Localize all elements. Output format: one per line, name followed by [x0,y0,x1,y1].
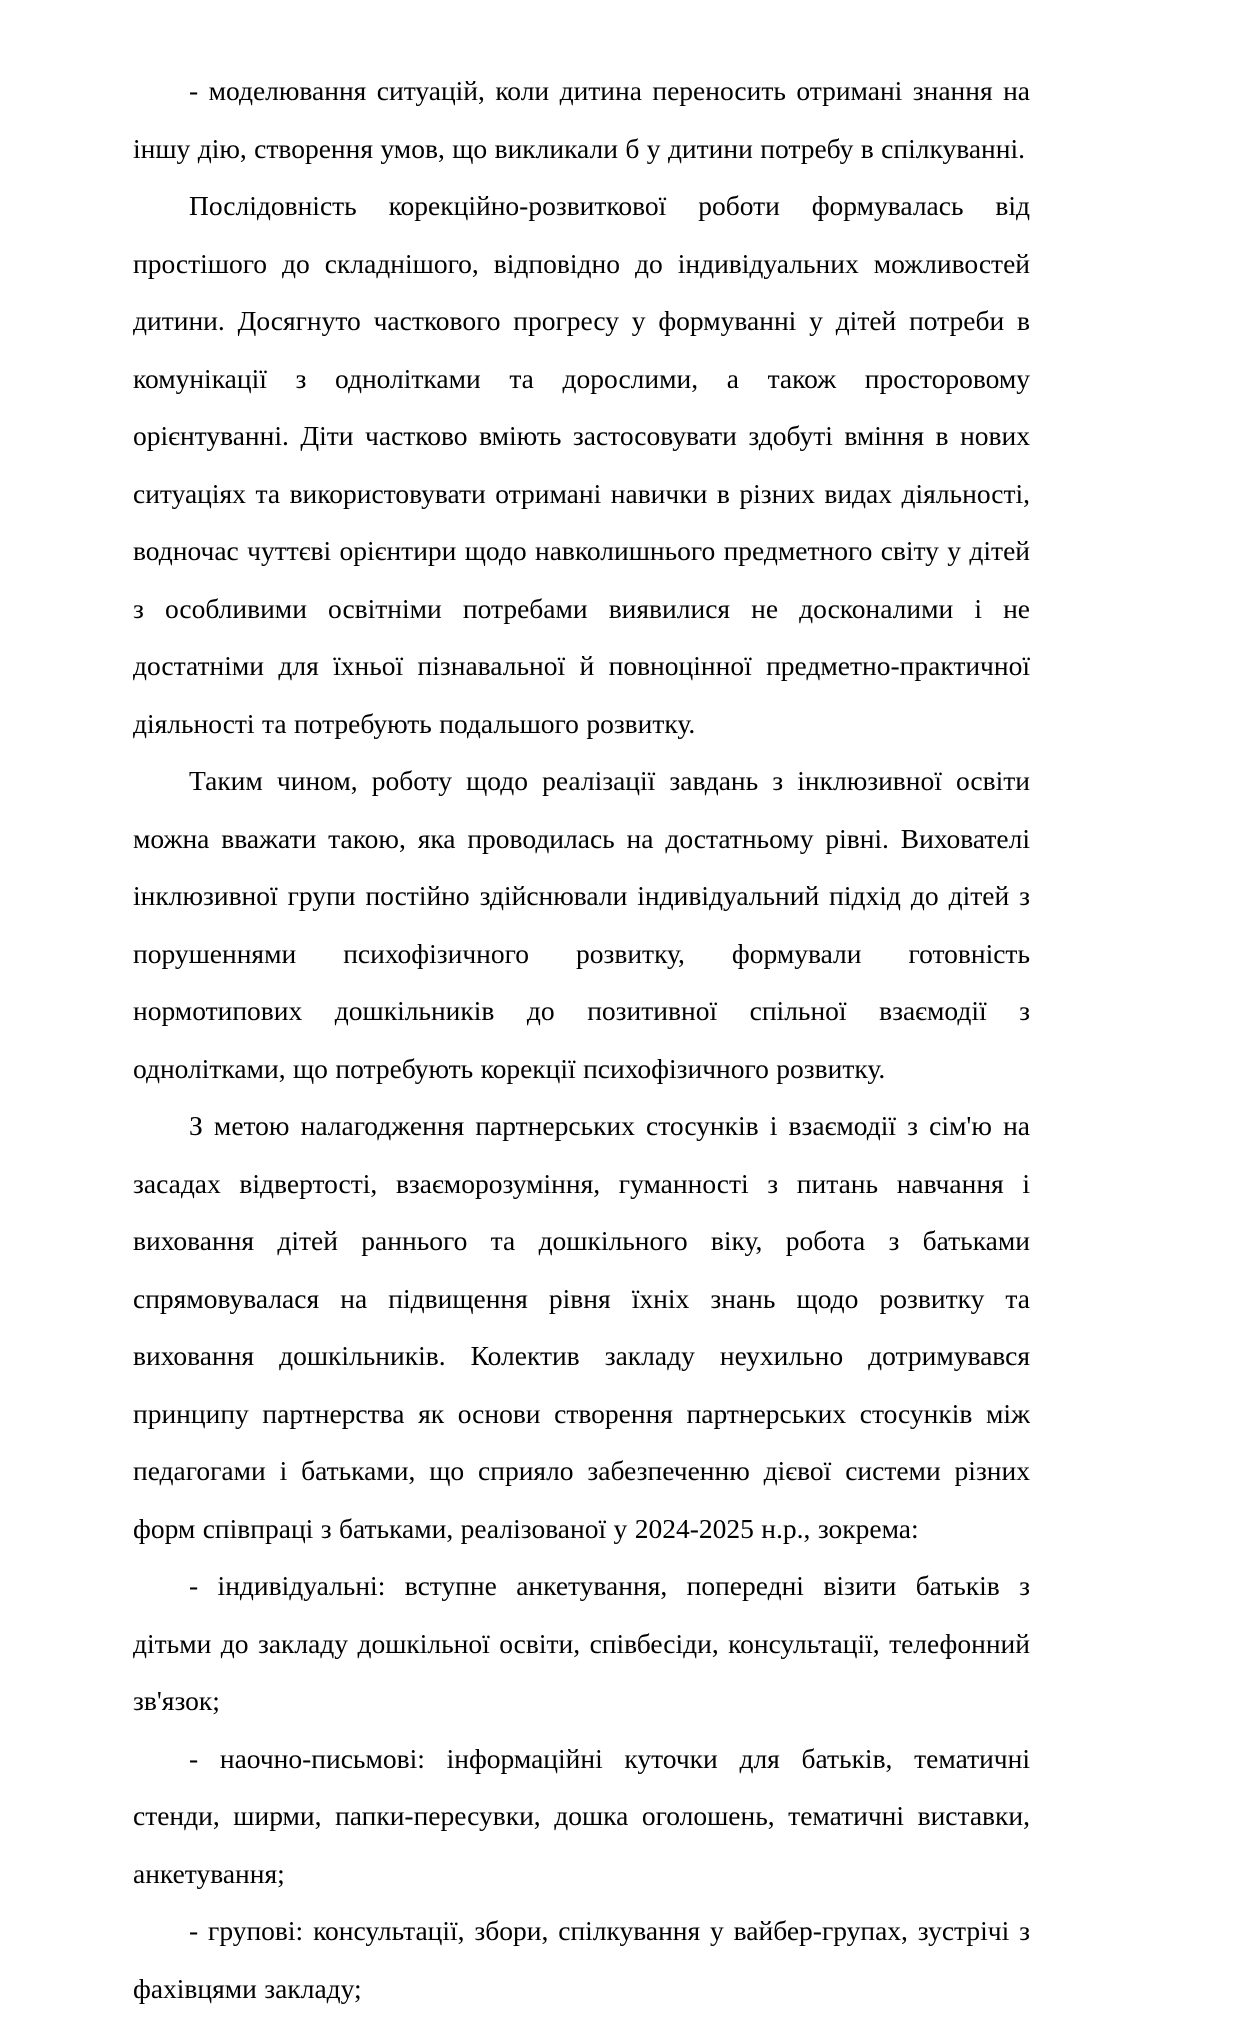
paragraph-correctional-work-sequence: Послідовність корекційно-розвиткової роботи формувалась від простішого до складнішого, відповідно до індивідуальних можливостей дитини. Досягнуто часткового прогресу у формуванні у дітей потреби в комунікації з однолітками та дорослими, а також просторовому орієнтуванні. Діти частково вміють застосовувати здобуті вміння в нових ситуаціях та використовувати отримані навички в різних видах діяльності, водночас чуттєві орієнтири щодо навколишнього предметного світу у дітей з особливими освітніми потребами виявилися не досконалими і не достатніми для їхньої пізнавальної й повноцінної предметно-практичної діяльності та потребують подальшого розвитку. [133,190,1030,739]
document-text-body [133,62,1030,2017]
paragraph-inclusive-education-conclusion: Таким чином, роботу щодо реалізації завдань з інклюзивної освіти можна вважати такою, яка проводилась на достатньому рівні. Вихователі інклюзивної групи постійно здійснювали індивідуальний підхід до дітей з порушеннями психофізичного розвитку, формували готовність нормотипових дошкільників до позитивної спільної взаємодії з однолітками, що потребують корекції психофізичного розвитку. [133,765,1030,1084]
paragraph-dash-group-forms: - групові: консультації, збори, спілкування у вайбер-групах, зустрічі з фахівцями закладу; [133,1915,1030,2004]
paragraph-dash-visual-written-forms: - наочно-письмові: інформаційні куточки для батьків, тематичні стенди, ширми, папки-пересувки, дошка оголошень, тематичні виставки, анкетування; [133,1742,1030,1889]
paragraph-dash-individual-forms: - індивідуальні: вступне анкетування, попередні візити батьків з дітьми до закладу дошкільної освіти, співбесіди, консультації, телефонний зв'язок; [133,1570,1030,1716]
paragraph-family-partnership: З метою налагодження партнерських стосунків і взаємодії з сім'ю на засадах відвертості, взаєморозуміння, гуманності з питань навчання і виховання дітей раннього та дошкільного віку, робота з батьками спрямовувалася на підвищення рівня їхніх знань щодо розвитку та виховання дошкільників. Колектив закладу неухильно дотримувався принципу партнерства як основи створення партнерських стосунків між педагогами і батьками, що сприяло забезпеченню дієвої системи різних форм співпраці з батьками, реалізованої у 2024-2025 н.р., зокрема: [133,1110,1030,1544]
paragraph-dash-modeling: - моделювання ситуацій, коли дитина переносить отримані знання на іншу дію, створення умов, що викликали б у дитини потребу в спілкуванні. [133,75,1030,164]
